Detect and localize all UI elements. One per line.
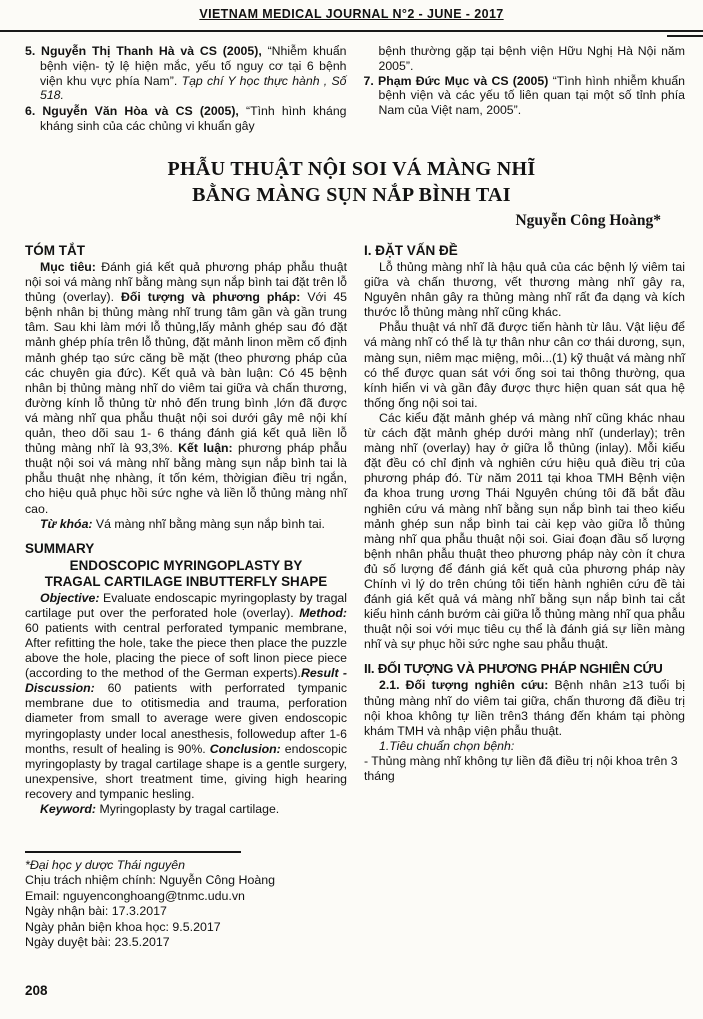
page-number: 208 [25,983,48,998]
intro-paragraph-3: Các kiểu đặt mảnh ghép vá màng nhĩ cũng khác nhau từ cách đặt mảnh ghép dưới màng nhĩ (underlay); trên màng nhĩ (overlay) hay ở giữa lỗ thủng (inlay). Mỗi kiểu đặt đều có chỉ định và nghiên cứu hiệu quả điều trị của phương pháp đó. Từ năm 2011 tại khoa TMH Bệnh viện đa khoa trung ương Thái Nguyên chúng tôi đã bắt đầu nghiên cứu vá màng nhĩ bằng sụn nắp bình tai theo kiểu mảnh ghép sun nắp bình tai cài kẹp vào giữa lỗ thủng màng nhĩ qua phẫu thuật nội soi. Giai đoạn đầu số lượng bệnh nhân phẫu thuật theo phương pháp này còn ít chưa đủ số lượng để đánh giá kết quả của phương pháp này Chính vì lý do trên chúng tôi tiến hành nghiên cứu đề tài đánh giá kết quả vá màng nhĩ bằng sụn nắp bình tai cắt kiểu hình cánh bướm cài giữa lỗ thủng màng nhĩ qua phẫu thuật nội soi với mục tiêu cụ thể là đánh giá sự liền màng nhĩ và sự phục hồi sức nghe sau phẫu thuật. [364,410,685,652]
dat-van-de-heading: I. ĐẶT VẤN ĐỀ [364,243,458,258]
references-column-right [364,44,686,135]
reference-item-5: 5. Nguyễn Thị Thanh Hà và CS (2005), “Nhiễm khuẩn bệnh viện- tỷ lệ hiện mắc, yếu tố nguy cơ tại 6 bệnh viện khu vực phía Nam”. Tạp chí Y học thực hành , Số 518. [25,44,347,103]
footnote-line: Email: nguyenconghoang@tnmc.udu.vn [25,888,245,903]
article-title [0,156,703,208]
tom-tat-heading: TÓM TẮT [25,243,85,258]
footnote [25,851,347,950]
criteria-subheading: 1.Tiêu chuẩn chọn bệnh: [379,738,515,753]
references-column-left [25,44,347,135]
abstract-vi-body: Mục tiêu: Đánh giá kết quả phương pháp phẫu thuật nội soi vá màng nhĩ bằng màng sụn nắp bình tai đặt trên lỗ thủng (overlay). Đối tượng và phương pháp: Với 45 bệnh nhân bị thủng màng nhĩ trung tâm gần và gần trung tâm. Sau khi làm mới lỗ thủng,lấy mảnh ghép sau đó đặt mảnh ghép phía trên lỗ thủng, đặt mảnh linon mềm cố định mảnh ghép tạo sức căng bề mặt (theo phương pháp của các chuyên gia đức). Kết quả và bàn luận: Có 45 bệnh nhân bị thủng màng nhĩ do viêm tai giữa và chấn thương, đường kính lỗ thủng từ nhỏ đến trung bình ,lớn đã được vá màng nhĩ qua phẫu thuật nội soi dưới gây mê nội khí quản, theo dõi sau 1- 6 tháng đánh giá kết quả liền lỗ thủng màng nhĩ là 93,3%. Kết luận: phương pháp phẫu thuật nội soi vá màng nhĩ bằng màng sụn nắp bình tai là phẫu thuật nhẹ nhàng, ít tốn kém, thờigian điều trị ngắn, cho hiệu quả phục hồi sức nghe và liền lỗ thủng màng nhĩ cao. [25,260,348,516]
intro-paragraph-1: Lỗ thủng màng nhĩ là hậu quả của các bệnh lý viêm tai giữa và chấn thương, vết thương màng nhĩ gây ra, Nguyên nhân gây ra thủng màng nhĩ rất đa dạng và kích thước lỗ thủng màng nhĩ cũng khác. [364,260,685,320]
subjects-paragraph: 2.1. Đối tượng nghiên cứu: Bệnh nhân ≥13 tuổi bị thủng màng nhĩ do viêm tai giữa, chấn thương đã điều trị nội khoa không tự liền trên3 tháng đến khám tại phòng khám TMH và nhập viện phẫu thuật. [364,678,685,738]
footnote-affiliation: *Đại học y dược Thái nguyên [25,858,185,872]
criteria-item: - Thủng màng nhĩ không tự liền đã điều trị nội khoa trên 3 tháng [364,753,678,783]
reference-item-6-continuation: bệnh thường gặp tại bệnh viện Hữu Nghị Hà Nội năm 2005”. [378,44,685,73]
reference-item-6: 6. Nguyễn Văn Hòa và CS (2005), “Tình hình kháng kháng sinh của các chủng vi khuẩn gây [25,104,347,133]
footnote-line: Chịu trách nhiệm chính: Nguyễn Công Hoàng [25,873,276,888]
footnote-line: Ngày duyệt bài: 23.5.2017 [25,935,170,950]
article-title-line1: PHẪU THUẬT NỘI SOI VÁ MÀNG NHĨ [167,158,536,180]
right-column [364,243,685,784]
article-author: Nguyễn Công Hoàng* [515,212,661,229]
header-rule-fragment [667,35,703,37]
references-section [25,44,685,135]
footnote-rule [25,851,241,853]
journal-title: VIETNAM MEDICAL JOURNAL N°2 - JUNE - 2017 [199,7,504,21]
reference-item-7: 7. Phạm Đức Mục và CS (2005) “Tình hình nhiễm khuẩn bệnh viện và các yếu tố liên quan tại một số tỉnh phía Nam của Việt nam, 2005”. [363,73,685,118]
summary-subtitle-line1: ENDOSCOPIC MYRINGOPLASTY BY [69,557,303,573]
abstract-en-keyword: Keyword: Myringoplasty by tragal cartilage. [40,802,280,816]
left-column [25,243,347,817]
abstract-en-body: Objective: Evaluate endoscapic myringoplasty by tragal cartilage put over the perforated hole (overlay). Method: 60 patients with central perforated tympanic membrane, After refitting the hole, take the piece then place the puzzle above the hole, placing the piece of soft linon piece piece (according to the method of the German experts).Result - Discussion: 60 patients with perforrated tympanic membrane due to otitismedia and trauma, perforation diameter from small to average were given endoscopic myringoplasty under local anesthesis, followedup after 1-6 months, result of healing is 90%. Conclusion: endoscopic myringoplasty by tragal cartilage shape is a gentle surgery, unexpensive, short treatment time, giving high hearing recovery and tympanic hesling. [25,590,347,801]
journal-header [0,7,703,21]
header-rule [0,30,703,32]
summary-subtitle-line2: TRAGAL CARTILAGE INBUTTERFLY SHAPE [44,574,328,590]
footnote-line: Ngày nhận bài: 17.3.2017 [25,904,167,919]
summary-subtitle [25,558,347,591]
article-title-line2: BẰNG MÀNG SỤN NẮP BÌNH TAI [192,184,511,206]
doi-tuong-heading: II. ĐỐI TƯỢNG VÀ PHƯƠNG PHÁP NGHIÊN CỨU [364,661,663,677]
footnote-line: Ngày phản biện khoa học: 9.5.2017 [25,919,221,934]
summary-heading: SUMMARY [25,540,95,556]
intro-paragraph-2: Phẫu thuật vá nhĩ đã được tiến hành từ lâu. Vật liệu để vá màng nhĩ có thể là tự thân như cân cơ thái dương, sụn, màng sụn, niêm mạc miệng, môi...(1) kỹ thuật vá màng nhĩ có thể được quan sát với ống soi tai thông thường, qua kính hiển vi và gần đây được thực hiện quan sát qua hệ thống ống nội soi tai. [364,320,685,410]
abstract-vi-keywords: Từ khóa: Vá màng nhĩ bằng màng sụn nắp bình tai. [40,516,325,531]
